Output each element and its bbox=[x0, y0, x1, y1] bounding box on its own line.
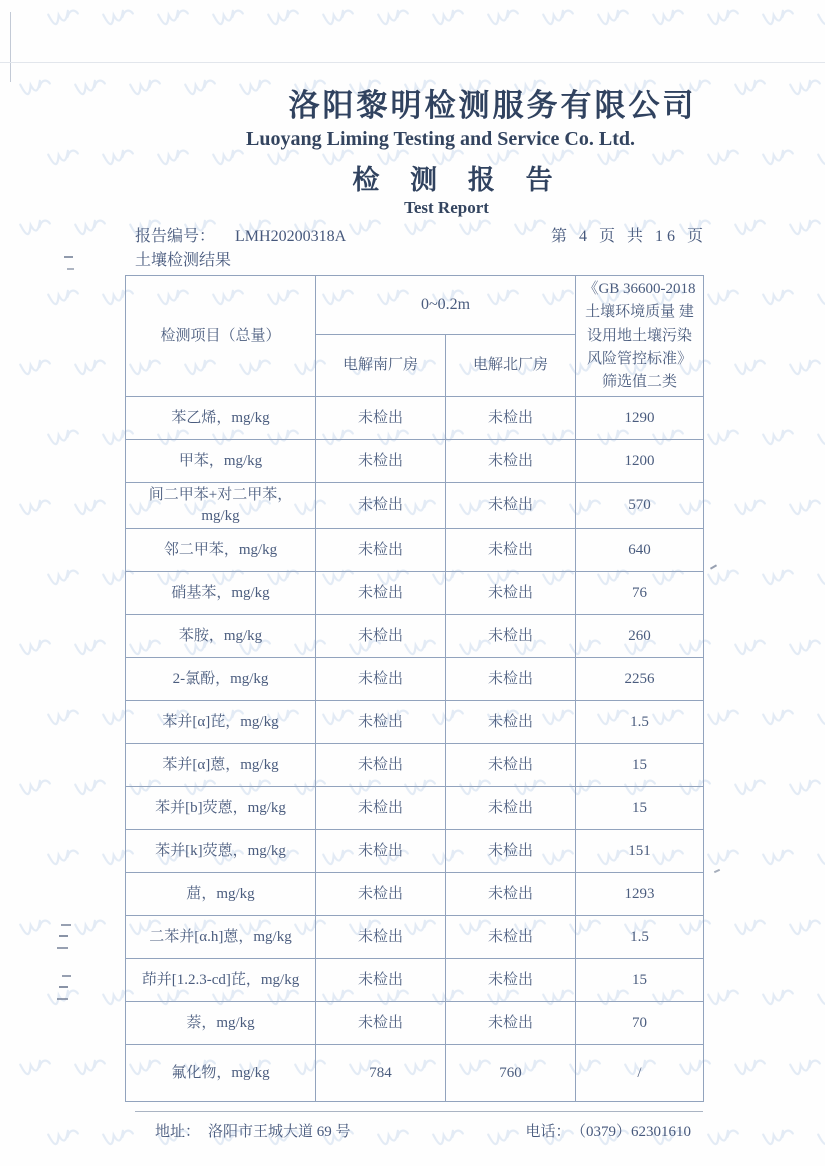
phone-value: （0379）62301610 bbox=[578, 1123, 691, 1140]
south-plant-value: 784 bbox=[316, 1044, 446, 1101]
report-number-value: LMH20200318A bbox=[235, 228, 347, 245]
phone-label: 电话： bbox=[525, 1123, 571, 1140]
south-plant-value: 未检出 bbox=[316, 483, 446, 529]
results-tbody bbox=[126, 397, 704, 1102]
results-table bbox=[125, 275, 704, 1102]
screening-limit-value: 76 bbox=[576, 571, 704, 614]
screening-limit-value: 640 bbox=[576, 528, 704, 571]
north-plant-value: 未检出 bbox=[446, 872, 576, 915]
screening-limit-value: 1290 bbox=[576, 397, 704, 440]
north-plant-value: 未检出 bbox=[446, 958, 576, 1001]
south-plant-value: 未检出 bbox=[316, 397, 446, 440]
page-indicator: 第 4 页 共 16 页 bbox=[550, 228, 707, 245]
item-cell: 萘，mg/kg bbox=[126, 1001, 316, 1044]
table-row bbox=[126, 786, 704, 829]
report-header bbox=[0, 0, 825, 218]
screening-limit-value: 570 bbox=[576, 483, 704, 529]
screening-limit-value: 15 bbox=[576, 743, 704, 786]
north-plant-value: 未检出 bbox=[446, 829, 576, 872]
depth-header: 0~0.2m bbox=[316, 276, 576, 335]
north-plant-value: 未检出 bbox=[446, 483, 576, 529]
north-plant-value: 未检出 bbox=[446, 397, 576, 440]
report-number bbox=[135, 223, 346, 246]
table-row bbox=[126, 614, 704, 657]
footer-phone bbox=[525, 1120, 691, 1141]
table-row bbox=[126, 1001, 704, 1044]
screening-limit-value: 1.5 bbox=[576, 915, 704, 958]
south-plant-value: 未检出 bbox=[316, 915, 446, 958]
item-cell: 甲苯，mg/kg bbox=[126, 440, 316, 483]
south-plant-value: 未检出 bbox=[316, 700, 446, 743]
screening-limit-value: / bbox=[576, 1044, 704, 1101]
item-cell: 苯乙烯，mg/kg bbox=[126, 397, 316, 440]
south-plant-value: 未检出 bbox=[316, 958, 446, 1001]
south-plant-value: 未检出 bbox=[316, 1001, 446, 1044]
screening-limit-value: 260 bbox=[576, 614, 704, 657]
south-plant-value: 未检出 bbox=[316, 786, 446, 829]
item-cell: 苯并[α]蒽，mg/kg bbox=[126, 743, 316, 786]
screening-limit-value: 15 bbox=[576, 786, 704, 829]
company-name-en: Luoyang Liming Testing and Service Co. Ltd. bbox=[246, 128, 635, 150]
address-value: 洛阳市王城大道 69 号 bbox=[208, 1123, 351, 1140]
screening-limit-value: 2256 bbox=[576, 657, 704, 700]
south-plant-value: 未检出 bbox=[316, 872, 446, 915]
table-row bbox=[126, 829, 704, 872]
item-cell: 苯胺，mg/kg bbox=[126, 614, 316, 657]
item-cell: 2-氯酚，mg/kg bbox=[126, 657, 316, 700]
meta-row bbox=[135, 223, 707, 246]
item-cell: 二苯并[α.h]蒽，mg/kg bbox=[126, 915, 316, 958]
table-row bbox=[126, 743, 704, 786]
table-row bbox=[126, 483, 704, 529]
north-plant-value: 未检出 bbox=[446, 915, 576, 958]
south-plant-value: 未检出 bbox=[316, 657, 446, 700]
table-row bbox=[126, 657, 704, 700]
report-footer bbox=[135, 1120, 703, 1141]
report-title-cn: 检 测 报 告 bbox=[352, 165, 565, 195]
south-plant-value: 未检出 bbox=[316, 571, 446, 614]
item-cell: 苯并[k]荧蒽，mg/kg bbox=[126, 829, 316, 872]
north-plant-header: 电解北厂房 bbox=[446, 334, 576, 397]
standard-column-header: 《GB 36600-2018 土壤环境质量 建设用地土壤污染风险管控标准》筛选值二类 bbox=[576, 276, 704, 397]
north-plant-value: 未检出 bbox=[446, 614, 576, 657]
north-plant-value: 未检出 bbox=[446, 786, 576, 829]
address-label: 地址： bbox=[155, 1123, 201, 1140]
section-title: 土壤检测结果 bbox=[135, 252, 232, 269]
south-plant-value: 未检出 bbox=[316, 614, 446, 657]
screening-limit-value: 1.5 bbox=[576, 700, 704, 743]
north-plant-value: 760 bbox=[446, 1044, 576, 1101]
footer-address bbox=[155, 1120, 351, 1141]
north-plant-value: 未检出 bbox=[446, 571, 576, 614]
table-row bbox=[126, 397, 704, 440]
item-cell: 茚并[1.2.3-cd]芘，mg/kg bbox=[126, 958, 316, 1001]
item-cell: 氟化物，mg/kg bbox=[126, 1044, 316, 1101]
south-plant-value: 未检出 bbox=[316, 528, 446, 571]
screening-limit-value: 15 bbox=[576, 958, 704, 1001]
north-plant-value: 未检出 bbox=[446, 700, 576, 743]
north-plant-value: 未检出 bbox=[446, 743, 576, 786]
south-plant-value: 未检出 bbox=[316, 829, 446, 872]
south-plant-value: 未检出 bbox=[316, 743, 446, 786]
report-number-label: 报告编号： bbox=[135, 228, 216, 245]
table-row bbox=[126, 958, 704, 1001]
north-plant-value: 未检出 bbox=[446, 657, 576, 700]
south-plant-value: 未检出 bbox=[316, 440, 446, 483]
item-cell: 䓛，mg/kg bbox=[126, 872, 316, 915]
table-row bbox=[126, 700, 704, 743]
north-plant-value: 未检出 bbox=[446, 440, 576, 483]
item-cell: 间二甲苯+对二甲苯，mg/kg bbox=[126, 483, 316, 529]
table-row bbox=[126, 1044, 704, 1101]
item-cell: 苯并[α]芘，mg/kg bbox=[126, 700, 316, 743]
item-column-header: 检测项目（总量） bbox=[126, 276, 316, 397]
item-cell: 苯并[b]荧蒽，mg/kg bbox=[126, 786, 316, 829]
table-row bbox=[126, 872, 704, 915]
company-name-cn: 洛阳黎明检测服务有限公司 bbox=[288, 88, 697, 123]
north-plant-value: 未检出 bbox=[446, 528, 576, 571]
report-title-en: Test Report bbox=[404, 198, 489, 217]
screening-limit-value: 151 bbox=[576, 829, 704, 872]
screening-limit-value: 1200 bbox=[576, 440, 704, 483]
table-header-row bbox=[126, 276, 704, 335]
screening-limit-value: 70 bbox=[576, 1001, 704, 1044]
item-cell: 邻二甲苯，mg/kg bbox=[126, 528, 316, 571]
footer-divider bbox=[135, 1111, 703, 1112]
table-row bbox=[126, 528, 704, 571]
south-plant-header: 电解南厂房 bbox=[316, 334, 446, 397]
table-row bbox=[126, 571, 704, 614]
item-cell: 硝基苯，mg/kg bbox=[126, 571, 316, 614]
screening-limit-value: 1293 bbox=[576, 872, 704, 915]
north-plant-value: 未检出 bbox=[446, 1001, 576, 1044]
table-row bbox=[126, 440, 704, 483]
table-row bbox=[126, 915, 704, 958]
